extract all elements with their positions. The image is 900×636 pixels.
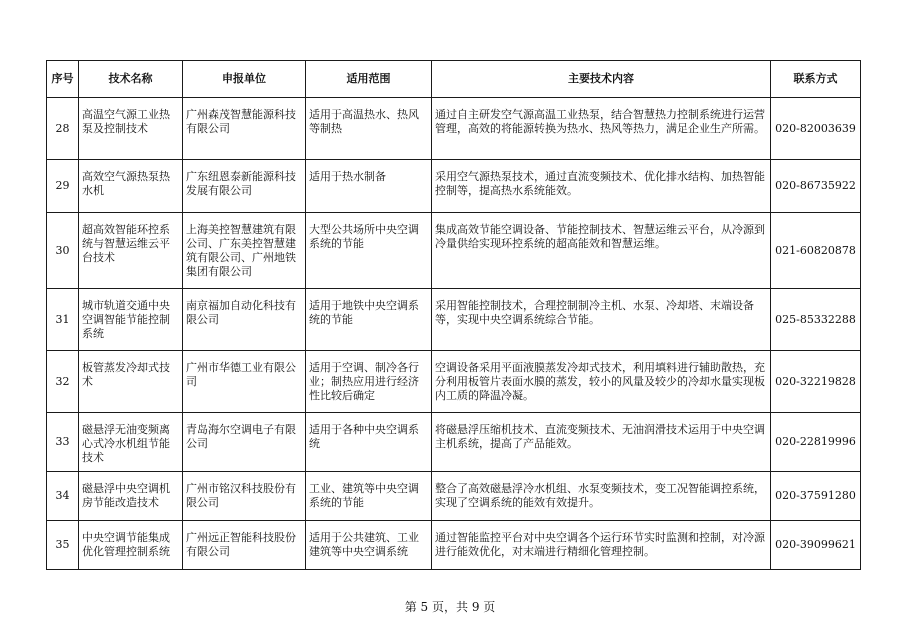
row-unit: 广东纽恩泰新能源科技发展有限公司 [183,160,306,213]
row-scope: 适用于热水制备 [306,160,432,213]
row-no: 35 [47,521,79,570]
row-scope: 适用于各种中央空调系统 [306,413,432,472]
row-scope: 适用于空调、制冷各行业；制热应用进行经济性比较后确定 [306,351,432,413]
row-scope: 适用于地铁中央空调系统的节能 [306,289,432,351]
header-content: 主要技术内容 [432,61,771,98]
row-no: 32 [47,351,79,413]
row-unit: 广州市华德工业有限公司 [183,351,306,413]
table-row [47,289,861,351]
row-tech-name: 中央空调节能集成优化管理控制系统 [79,521,183,570]
table-row [47,472,861,521]
row-scope: 大型公共场所中央空调系统的节能 [306,213,432,289]
row-no: 34 [47,472,79,521]
header-unit: 申报单位 [183,61,306,98]
row-no: 33 [47,413,79,472]
table-row [47,521,861,570]
tech-table-container [46,60,860,570]
table-row [47,98,861,160]
table-row [47,213,861,289]
row-tech-name: 板管蒸发冷却式技术 [79,351,183,413]
table-row [47,413,861,472]
row-contact: 020-39099621 [771,521,861,570]
row-contact: 025-85332288 [771,289,861,351]
page-footer: 第 5 页，共 9 页 [404,600,496,614]
row-content: 将磁悬浮压缩机技术、直流变频技术、无油润滑技术运用于中央空调主机系统，提高了产品能效。 [432,413,771,472]
row-contact: 020-32219828 [771,351,861,413]
row-content: 通过自主研发空气源高温工业热泵，结合智慧热力控制系统进行运营管理，高效的将能源转换为热水、热风等热力，满足企业生产所需。 [432,98,771,160]
row-content: 通过智能监控平台对中央空调各个运行环节实时监测和控制，对冷源进行能效优化，对末端进行精细化管理控制。 [432,521,771,570]
row-tech-name: 磁悬浮无油变频离心式冷水机组节能技术 [79,413,183,472]
row-unit: 广州市铭汉科技股份有限公司 [183,472,306,521]
header-contact: 联系方式 [771,61,861,98]
row-content: 集成高效节能空调设备、节能控制技术、智慧运维云平台，从冷源到冷量供给实现环控系统的超高能效和智慧运维。 [432,213,771,289]
row-unit: 青岛海尔空调电子有限公司 [183,413,306,472]
tech-table [46,60,861,570]
row-tech-name: 超高效智能环控系统与智慧运维云平台技术 [79,213,183,289]
row-tech-name: 磁悬浮中央空调机房节能改造技术 [79,472,183,521]
row-scope: 适用于公共建筑、工业建筑等中央空调系统 [306,521,432,570]
row-content: 空调设备采用平面液膜蒸发冷却式技术，利用填料进行辅助散热，充分利用板管片表面水膜的蒸发，较小的风量及较少的冷却水量实现板内工质的降温冷凝。 [432,351,771,413]
row-no: 29 [47,160,79,213]
row-tech-name: 城市轨道交通中央空调智能节能控制系统 [79,289,183,351]
row-unit: 上海美控智慧建筑有限公司、广东美控智慧建筑有限公司、广州地铁集团有限公司 [183,213,306,289]
row-content: 采用智能控制技术，合理控制制冷主机、水泵、冷却塔、末端设备等，实现中央空调系统综合节能。 [432,289,771,351]
table-row [47,160,861,213]
header-no: 序号 [47,61,79,98]
row-tech-name: 高温空气源工业热泵及控制技术 [79,98,183,160]
row-unit: 广州森茂智慧能源科技有限公司 [183,98,306,160]
row-scope: 工业、建筑等中央空调系统的节能 [306,472,432,521]
row-contact: 020-86735922 [771,160,861,213]
row-content: 整合了高效磁悬浮冷水机组、水泵变频技术，变工况智能调控系统，实现了空调系统的能效有效提升。 [432,472,771,521]
table-header-row [47,61,861,98]
row-contact: 020-37591280 [771,472,861,521]
row-tech-name: 高效空气源热泵热水机 [79,160,183,213]
row-content: 采用空气源热泵技术，通过直流变频技术、优化排水结构、加热智能控制等，提高热水系统能效。 [432,160,771,213]
row-unit: 南京福加自动化科技有限公司 [183,289,306,351]
row-scope: 适用于高温热水、热风等制热 [306,98,432,160]
row-no: 28 [47,98,79,160]
row-no: 31 [47,289,79,351]
table-row [47,351,861,413]
row-contact: 020-82003639 [771,98,861,160]
header-scope: 适用范围 [306,61,432,98]
row-contact: 020-22819996 [771,413,861,472]
row-contact: 021-60820878 [771,213,861,289]
header-name: 技术名称 [79,61,183,98]
row-no: 30 [47,213,79,289]
row-unit: 广州远正智能科技股份有限公司 [183,521,306,570]
